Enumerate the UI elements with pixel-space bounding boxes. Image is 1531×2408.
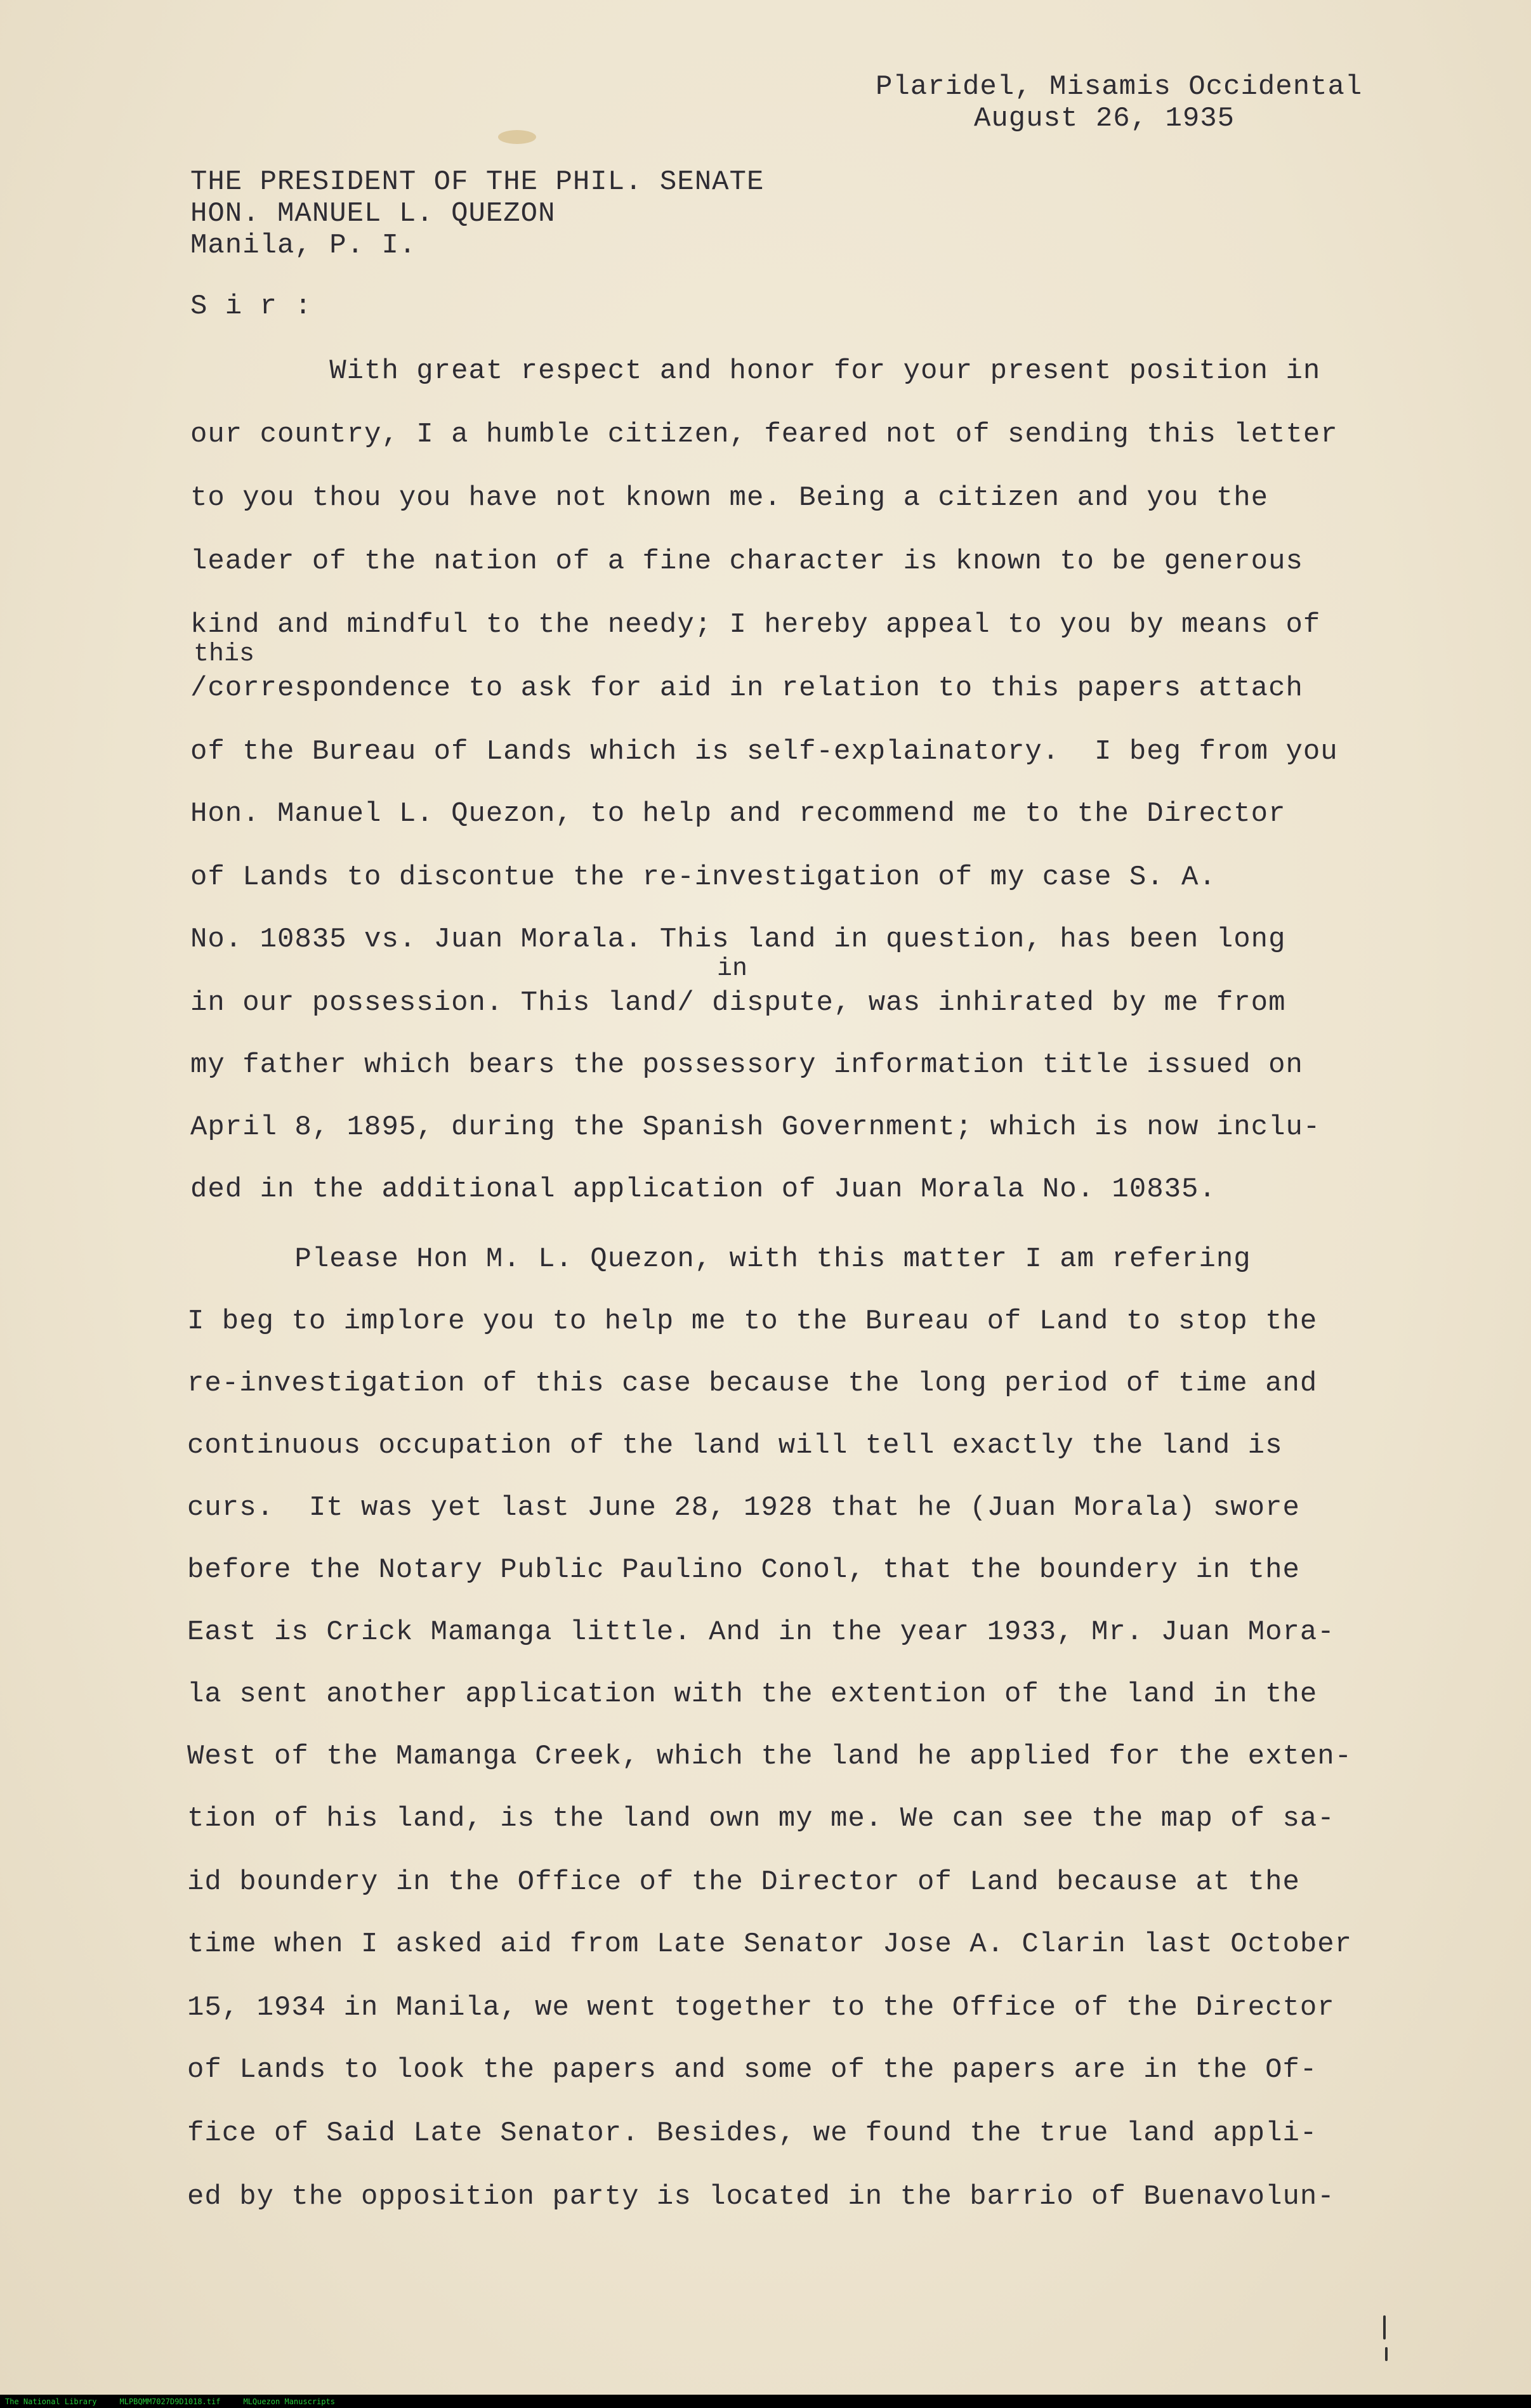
body-line: re-investigation of this case because the long period of time and xyxy=(187,1368,1318,1399)
pencil-mark xyxy=(1385,2347,1388,2361)
body-line: tion of his land, is the land own my me. We can see the map of sa- xyxy=(187,1803,1335,1835)
interlinear-insert: in xyxy=(717,955,748,983)
body-line: 15, 1934 in Manila, we went together to the Office of the Director xyxy=(187,1992,1335,2024)
body-line: No. 10835 vs. Juan Morala. This land in question, has been long xyxy=(190,924,1286,955)
interlinear-insert: this xyxy=(194,640,255,669)
letter-place: Plaridel, Misamis Occidental xyxy=(876,71,1363,103)
body-line: With great respect and honor for your present position in xyxy=(190,355,1321,387)
body-line: ded in the additional application of Juan Morala No. 10835. xyxy=(190,1174,1216,1205)
salutation: S i r : xyxy=(190,291,312,322)
body-line: Hon. Manuel L. Quezon, to help and recommend me to the Director xyxy=(190,798,1286,830)
addressee-line: HON. MANUEL L. QUEZON xyxy=(190,198,556,230)
body-line: East is Crick Mamanga little. And in the year 1933, Mr. Juan Mora- xyxy=(187,1616,1335,1648)
addressee-line: Manila, P. I. xyxy=(190,230,417,261)
body-line: our country, I a humble citizen, feared not of sending this letter xyxy=(190,419,1338,450)
body-line: id boundery in the Office of the Director of Land because at the xyxy=(187,1866,1300,1898)
body-line: time when I asked aid from Late Senator Jose A. Clarin last October xyxy=(187,1928,1353,1960)
footer-institution: The National Library xyxy=(5,2397,97,2406)
body-line: ed by the opposition party is located in the barrio of Buenavolun- xyxy=(187,2181,1335,2213)
body-line: my father which bears the possessory information title issued on xyxy=(190,1049,1303,1081)
body-line: of Lands to look the papers and some of the papers are in the Of- xyxy=(187,2054,1318,2086)
body-line: fice of Said Late Senator. Besides, we found the true land appli- xyxy=(187,2117,1318,2149)
body-line: curs. It was yet last June 28, 1928 that he (Juan Morala) swore xyxy=(187,1492,1300,1524)
footer-collection: MLQuezon Manuscripts xyxy=(243,2397,335,2406)
body-line: in our possession. This land/ dispute, was inhirated by me from xyxy=(190,987,1286,1019)
archive-footer xyxy=(0,2395,1531,2408)
body-line: April 8, 1895, during the Spanish Government; which is now inclu- xyxy=(190,1111,1321,1143)
addressee-line: THE PRESIDENT OF THE PHIL. SENATE xyxy=(190,166,765,198)
pencil-mark xyxy=(1383,2315,1386,2339)
letter-date: August 26, 1935 xyxy=(974,103,1235,134)
body-line: I beg to implore you to help me to the Bureau of Land to stop the xyxy=(187,1305,1318,1337)
body-line: to you thou you have not known me. Being a citizen and you the xyxy=(190,482,1269,514)
body-line: before the Notary Public Paulino Conol, that the boundery in the xyxy=(187,1554,1300,1586)
body-line: of the Bureau of Lands which is self-explainatory. I beg from you xyxy=(190,736,1338,768)
body-line: /correspondence to ask for aid in relation to this papers attach xyxy=(190,672,1303,704)
paper-stain xyxy=(498,130,536,144)
body-line: Please Hon M. L. Quezon, with this matter I am refering xyxy=(190,1243,1251,1275)
body-line: of Lands to discontue the re-investigation of my case S. A. xyxy=(190,861,1216,893)
body-line: continuous occupation of the land will tell exactly the land is xyxy=(187,1430,1283,1462)
body-line: kind and mindful to the needy; I hereby appeal to you by means of xyxy=(190,609,1321,641)
body-line: West of the Mamanga Creek, which the land he applied for the exten- xyxy=(187,1741,1353,1772)
footer-file-id: MLPBQMM7027D9D1018.tif xyxy=(119,2397,221,2406)
body-line: la sent another application with the extention of the land in the xyxy=(187,1678,1318,1710)
body-line: leader of the nation of a fine character is known to be generous xyxy=(190,546,1303,577)
